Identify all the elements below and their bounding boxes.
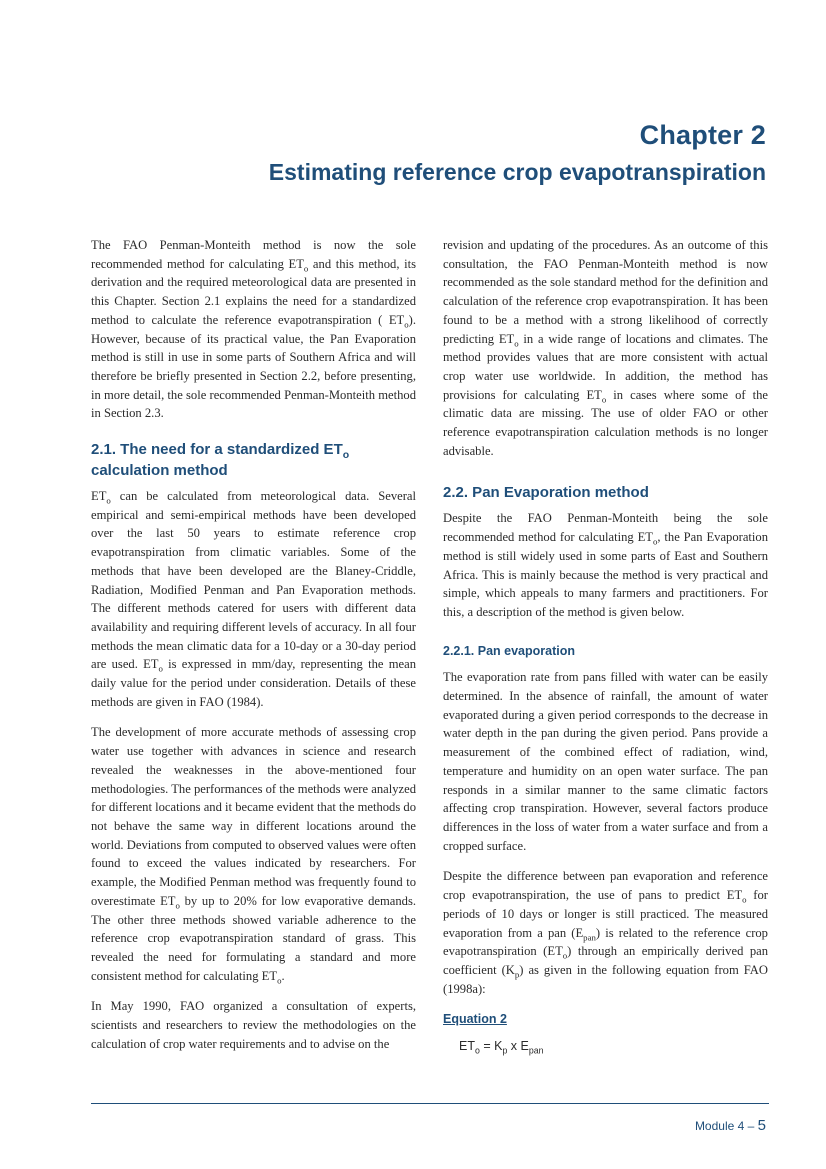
equation-label: Equation 2 bbox=[443, 1012, 507, 1027]
paragraph-development: The development of more accurate methods of assessing crop water use together with advances in science and research revealed the weaknesses in the above-mentioned four methodologies. The performances of the methods were analyzed for different locations and it became evident that the methods do not behave the same way in different locations around the world. Deviations from computed to observed values were often found to exceed the values indicated by researchers. For example, the Modified Penman method was frequently found to overestimate $ET_o$ by up to 20% for low evaporative demands. The other three methods showed variable adherence to the reference crop evapotranspiration standard of grass. This revealed the need for formulating a standard and more consistent method for calculating $ET_o$. bbox=[91, 725, 417, 986]
page-footer bbox=[695, 1117, 766, 1134]
paragraph-evaporation-rate: The evaporation rate from pans filled with water can be easily determined. In the absence of rainfall, the amount of water evaporated during a given period corresponds to the decrease in water depth in the pan during the given period. Pans provide a measurement of the combined effect of radiation, wind, temperature and humidity on an open water surface. The pan responds in a similar manner to the same climatic factors affecting crop transpiration. However, several factors produce differences in the loss of water from a water surface and from a cropped surface. bbox=[443, 670, 768, 853]
section-2-1-heading: 2.1. The need for a standardized $ET_o$ calculation method bbox=[91, 441, 350, 480]
section-2-2-heading: 2.2. Pan Evaporation method bbox=[443, 484, 649, 502]
chapter-title: Chapter 2 bbox=[639, 120, 766, 150]
paragraph-pan-coefficient: Despite the difference between pan evaporation and reference crop evapotranspiration, the use of pans to predict $ET_o$ for periods of 10 days or longer is still practiced. The measured evaporation from a pan $(E_{pan})$ is related to the reference crop evapotranspiration $(ET_o)$ through an empirically derived pan coefficient $(K_p)$ as given in the following equation from FAO (1998a): bbox=[443, 869, 769, 996]
equation-2: $ET_o = K_p$ x $E_{pan}$ bbox=[459, 1039, 544, 1056]
paragraph-pan-method: Despite the FAO Penman-Monteith being the sole recommended method for calculating $ET_o$, the Pan Evaporation method is still widely used in some parts of East and Southern Africa. This is mainly because the method is very practical and simple, which appeals to many farmers and practitioners. For this, a description of the method is given below. bbox=[443, 511, 768, 619]
left-column bbox=[91, 236, 416, 1065]
footer-divider bbox=[91, 1103, 769, 1104]
right-column bbox=[443, 236, 768, 1056]
intro-paragraph: The FAO Penman-Monteith method is now the sole recommended method for calculating $ET_o$ and this method, its derivation and the required meteorological data are presented in this Chapter. Section 2.1 explains the need for a standardized method to calculate the reference evapotranspiration ( $ET_o$). However, because of its practical value, the Pan Evaporation method is still in use in some parts of Southern Africa and will therefore be briefly presented in Section 2.2, before presenting, in more detail, the sole recommended Penman-Monteith method in Section 2.3. bbox=[91, 238, 416, 421]
page-number: 5 bbox=[757, 1117, 766, 1134]
paragraph-revision: revision and updating of the procedures. As an outcome of this consultation, the FAO Penman-Monteith method is now recommended as the sole standard method for the definition and calculation of the reference crop evapotranspiration. It has been found to be a method with a strong likelihood of correctly predicting $ET_o$ in a wide range of locations and climates. The method provides values that are more consistent with actual crop water use worldwide. In addition, the method has provisions for calculating $ET_o$ in cases where some of the climatic data are missing. The use of older FAO or other reference evapotranspiration calculation methods is no longer advisable. bbox=[443, 238, 768, 458]
section-2-2-1-heading: 2.2.1. Pan evaporation bbox=[443, 643, 575, 658]
paragraph-fao-consultation: In May 1990, FAO organized a consultation of experts, scientists and researchers to review the methodologies on the calculation of crop water requirements and to advise on the bbox=[91, 999, 416, 1051]
chapter-subtitle: Estimating reference crop evapotranspiration bbox=[268, 159, 766, 185]
paragraph-eto-methods: $ET_o$ can be calculated from meteorological data. Several empirical and semi-empirical methods have been developed over the last 50 years to estimate reference crop evapotranspiration from climatic variables. Some of the methods that have been developed are the Blaney-Criddle, Radiation, Modified Penman and Pan Evaporation methods. The different methods catered for users with different data availability and requiring different levels of accuracy. In all four methods the mean climatic data for a 10-day or a 30-day period are used. $ET_o$ is expressed in mm/day, representing the mean daily value for the period under consideration. Details of these methods are given in FAO (1984). bbox=[91, 489, 416, 709]
module-label: Module 4 – bbox=[694, 1119, 758, 1133]
